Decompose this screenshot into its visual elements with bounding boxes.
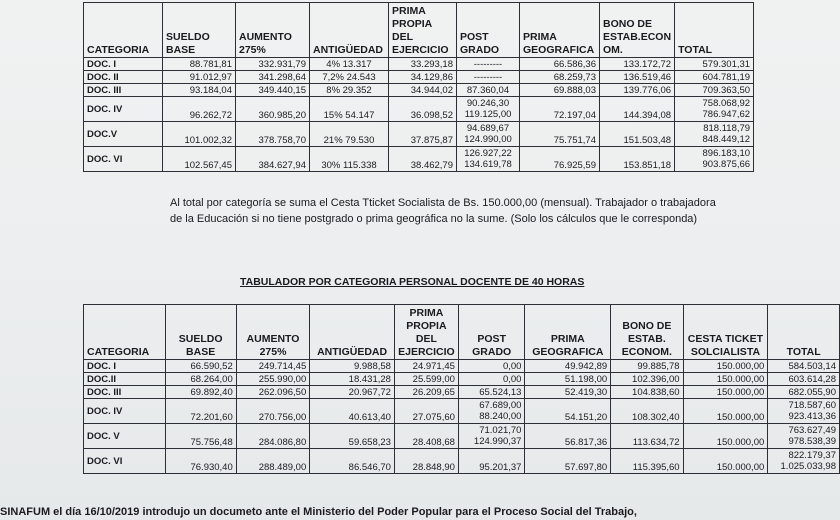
value-cell: 54.151,20 [525, 399, 611, 424]
table-row [84, 84, 754, 97]
value-cell: 0,00 [458, 360, 525, 373]
header-prima-geografica: PRIMA GEOGRAFICA [520, 3, 600, 58]
value-cell: 24.971,45 [394, 360, 458, 373]
table-1-header-row [84, 3, 754, 58]
table-row [84, 424, 840, 449]
category-cell: DOC. III [84, 386, 166, 399]
value-cell: 66.586,36 [520, 58, 600, 71]
table-2-header-row [84, 305, 840, 360]
value-cell: 101.002,32 [163, 122, 236, 147]
category-cell: DOC. IV [84, 97, 163, 122]
category-cell: DOC. II [84, 71, 163, 84]
value-cell: 763.627,49 978.538,39 [768, 424, 840, 449]
table-row [84, 386, 840, 399]
value-cell: 249.714,45 [236, 360, 309, 373]
value-cell: 20.967,72 [310, 386, 395, 399]
header-sueldo-base: SUELDO BASE [165, 305, 236, 360]
header-bono-estab: BONO DE ESTAB.ECON OM. [600, 3, 675, 58]
value-cell: 34.129,86 [389, 71, 457, 84]
header-categoria: CATEGORIA [84, 305, 166, 360]
value-cell: 28.848,90 [394, 449, 458, 474]
value-cell: 150.000,00 [683, 449, 768, 474]
value-cell: 360.985,20 [236, 97, 310, 122]
header-prima-propia: PRIMA PROPIA DEL EJERCICIO [394, 305, 458, 360]
value-cell: 91.012,97 [163, 71, 236, 84]
value-cell: 384.627,94 [236, 147, 310, 172]
value-cell: 66.590,52 [165, 360, 236, 373]
value-cell: 68.264,00 [165, 373, 236, 386]
category-cell: DOC. VI [84, 449, 166, 474]
header-post-grado: POST GRADO [458, 305, 525, 360]
value-cell: 28.408,68 [394, 424, 458, 449]
category-cell: DOC.V [84, 122, 163, 147]
value-cell: 709.363,50 [675, 84, 754, 97]
table-1-body [84, 58, 754, 172]
value-cell: 25.599,00 [394, 373, 458, 386]
value-cell: 604.781,19 [675, 71, 754, 84]
value-cell: 104.838,60 [611, 386, 683, 399]
salary-table-1 [83, 2, 754, 172]
value-cell: 288.489,00 [236, 449, 309, 474]
value-cell: 52.419,30 [525, 386, 611, 399]
table-row [84, 97, 754, 122]
value-cell: --------- [457, 58, 520, 71]
category-cell: DOC. VI [84, 147, 163, 172]
value-cell: 96.262,72 [163, 97, 236, 122]
value-cell: 75.756,48 [165, 424, 236, 449]
value-cell: 76.930,40 [165, 449, 236, 474]
value-cell: 584.503,14 [768, 360, 840, 373]
value-cell: 95.201,37 [458, 449, 525, 474]
value-cell: 378.758,70 [236, 122, 310, 147]
value-cell: 4% 13.317 [310, 58, 389, 71]
category-cell: DOC. V [84, 424, 166, 449]
value-cell: 579.301,31 [675, 58, 754, 71]
value-cell: 51.198,00 [525, 373, 611, 386]
table-row [84, 449, 840, 474]
value-cell: 102.567,45 [163, 147, 236, 172]
header-aumento: AUMENTO 275% [236, 305, 309, 360]
value-cell: 18.431,28 [310, 373, 395, 386]
value-cell: 72.201,60 [165, 399, 236, 424]
value-cell: 15% 54.147 [310, 97, 389, 122]
value-cell: 153.851,18 [600, 147, 675, 172]
category-cell: DOC. III [84, 84, 163, 97]
value-cell: 94.689,67 124.990,00 [457, 122, 520, 147]
header-prima-geografica: PRIMA GEOGRAFICA [525, 305, 611, 360]
value-cell: 108.302,40 [611, 399, 683, 424]
value-cell: 7,2% 24.543 [310, 71, 389, 84]
value-cell: 36.098,52 [389, 97, 457, 122]
value-cell: 255.990,00 [236, 373, 309, 386]
value-cell: 21% 79.530 [310, 122, 389, 147]
value-cell: 718.587,60 923.413,36 [768, 399, 840, 424]
value-cell: 90.246,30 119.125,00 [457, 97, 520, 122]
value-cell: 8% 29.352 [310, 84, 389, 97]
header-cesta-ticket: CESTA TICKET SOLCIALISTA [683, 305, 768, 360]
value-cell: 59.658,23 [310, 424, 395, 449]
value-cell: 56.817,36 [525, 424, 611, 449]
value-cell: 133.172,72 [600, 58, 675, 71]
value-cell: --------- [457, 71, 520, 84]
value-cell: 113.634,72 [611, 424, 683, 449]
value-cell: 151.503,48 [600, 122, 675, 147]
value-cell: 150.000,00 [683, 386, 768, 399]
value-cell: 33.293,18 [389, 58, 457, 71]
value-cell: 40.613,40 [310, 399, 395, 424]
value-cell: 93.184,04 [163, 84, 236, 97]
value-cell: 349.440,15 [236, 84, 310, 97]
value-cell: 682.055,90 [768, 386, 840, 399]
value-cell: 68.259,73 [520, 71, 600, 84]
value-cell: 150.000,00 [683, 424, 768, 449]
value-cell: 49.942,89 [525, 360, 611, 373]
category-cell: DOC. IV [84, 399, 166, 424]
value-cell: 150.000,00 [683, 373, 768, 386]
value-cell: 0,00 [458, 373, 525, 386]
value-cell: 86.546,70 [310, 449, 395, 474]
header-bono-estab: BONO DE ESTAB. ECONOM. [611, 305, 683, 360]
header-categoria: CATEGORIA [84, 3, 163, 58]
note-paragraph: Al total por categoría se suma el Cesta Tticket Socialista de Bs. 150.000,00 (mensual). Trabajador o trabajadora de la Educación si no tiene postgrado o prima geográfica no la sume. (Solo los cálculos que le corresponda) [170, 197, 716, 225]
header-sueldo-base: SUELDO BASE [163, 3, 236, 58]
table-row [84, 373, 840, 386]
value-cell: 818.118,79 848.449,12 [675, 122, 754, 147]
category-cell: DOC. I [84, 58, 163, 71]
value-cell: 71.021,70 124.990,37 [458, 424, 525, 449]
value-cell: 603.614,28 [768, 373, 840, 386]
value-cell: 27.075,60 [394, 399, 458, 424]
value-cell: 136.519,46 [600, 71, 675, 84]
header-prima-propia: PRIMA PROPIA DEL EJERCICIO [389, 3, 457, 58]
table-2-body [84, 360, 840, 474]
table-row [84, 399, 840, 424]
value-cell: 341.298,64 [236, 71, 310, 84]
value-cell: 284.086,80 [236, 424, 309, 449]
value-cell: 270.756,00 [236, 399, 309, 424]
section-subtitle: TABULADOR POR CATEGORIA PERSONAL DOCENTE DE 40 HORAS [240, 276, 585, 288]
value-cell: 30% 115.338 [310, 147, 389, 172]
value-cell: 99.885,78 [611, 360, 683, 373]
value-cell: 37.875,87 [389, 122, 457, 147]
value-cell: 69.892,40 [165, 386, 236, 399]
salary-table-2 [83, 304, 840, 474]
value-cell: 72.197,04 [520, 97, 600, 122]
header-total: TOTAL [675, 3, 754, 58]
value-cell: 758.068,92 786.947,62 [675, 97, 754, 122]
header-post-grado: POST GRADO [457, 3, 520, 58]
value-cell: 67.689,00 88.240,00 [458, 399, 525, 424]
value-cell: 150.000,00 [683, 360, 768, 373]
value-cell: 262.096,50 [236, 386, 309, 399]
value-cell: 126.927,22 134.619,78 [457, 147, 520, 172]
value-cell: 38.462,79 [389, 147, 457, 172]
value-cell: 896.183,10 903.875,66 [675, 147, 754, 172]
value-cell: 88.781,81 [163, 58, 236, 71]
header-total: TOTAL [768, 305, 840, 360]
table-row [84, 360, 840, 373]
value-cell: 115.395,60 [611, 449, 683, 474]
value-cell: 150.000,00 [683, 399, 768, 424]
value-cell: 57.697,80 [525, 449, 611, 474]
category-cell: DOC.II [84, 373, 166, 386]
value-cell: 75.751,74 [520, 122, 600, 147]
table-row [84, 147, 754, 172]
value-cell: 26.209,65 [394, 386, 458, 399]
header-antiguedad: ANTIGÜEDAD [310, 305, 395, 360]
footer-text: SINAFUM el día 16/10/2019 introdujo un documeto ante el Ministerio del Poder Popular para el Proceso Social del Trabajo, [0, 506, 637, 518]
header-antiguedad: ANTIGÜEDAD [310, 3, 389, 58]
value-cell: 76.925,59 [520, 147, 600, 172]
value-cell: 139.776,06 [600, 84, 675, 97]
value-cell: 34.944,02 [389, 84, 457, 97]
value-cell: 69.888,03 [520, 84, 600, 97]
value-cell: 9.988,58 [310, 360, 395, 373]
value-cell: 102.396,00 [611, 373, 683, 386]
table-row [84, 122, 754, 147]
value-cell: 65.524,13 [458, 386, 525, 399]
header-aumento: AUMENTO 275% [236, 3, 310, 58]
value-cell: 144.394,08 [600, 97, 675, 122]
value-cell: 87.360,04 [457, 84, 520, 97]
table-row [84, 58, 754, 71]
value-cell: 822.179,37 1.025.033,98 [768, 449, 840, 474]
value-cell: 332.931,79 [236, 58, 310, 71]
category-cell: DOC. I [84, 360, 166, 373]
table-row [84, 71, 754, 84]
